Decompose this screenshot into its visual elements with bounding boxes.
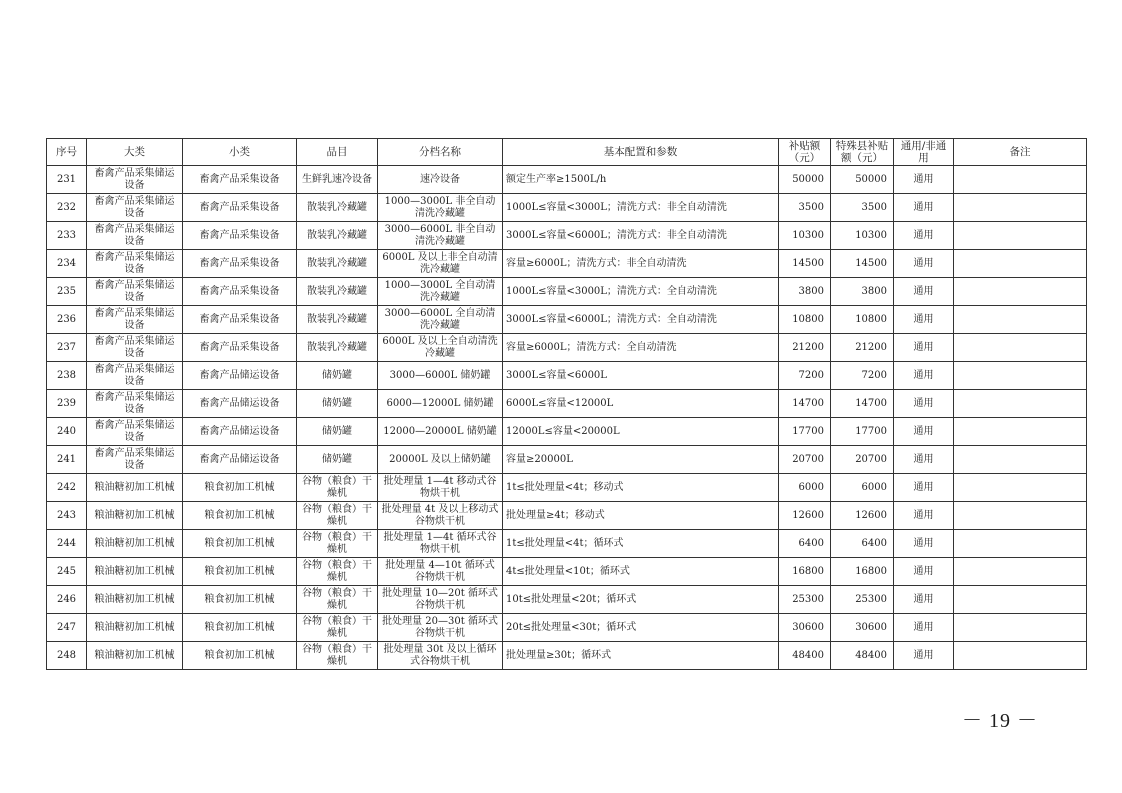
general-flag-cell: 通用 <box>894 278 954 306</box>
category-cell: 粮油糖初加工机械 <box>87 642 183 670</box>
item-cell: 谷物（粮食）干燥机 <box>297 642 378 670</box>
category-cell: 畜禽产品采集储运设备 <box>87 306 183 334</box>
grade-name-cell: 6000—12000L 储奶罐 <box>378 390 503 418</box>
subcategory-cell: 畜禽产品采集设备 <box>183 222 297 250</box>
category-cell: 畜禽产品采集储运设备 <box>87 446 183 474</box>
item-cell: 储奶罐 <box>297 418 378 446</box>
general-flag-cell: 通用 <box>894 474 954 502</box>
page-number: － 19 － <box>962 710 1038 732</box>
general-flag-cell: 通用 <box>894 166 954 194</box>
subsidy-amount-cell: 3800 <box>779 278 831 306</box>
col-special-subsidy-header: 特殊县补贴额（元） <box>831 139 894 166</box>
item-cell: 储奶罐 <box>297 390 378 418</box>
category-cell: 粮油糖初加工机械 <box>87 502 183 530</box>
remark-cell <box>954 418 1087 446</box>
col-subcategory-header: 小类 <box>183 139 297 166</box>
subsidy-amount-cell: 21200 <box>779 334 831 362</box>
table-row <box>47 502 1087 530</box>
grade-name-cell: 3000—6000L 非全自动清洗冷藏罐 <box>378 222 503 250</box>
remark-cell <box>954 614 1087 642</box>
special-subsidy-amount-cell: 20700 <box>831 446 894 474</box>
row-index-cell: 238 <box>47 362 87 390</box>
subsidy-table-container <box>46 138 1086 670</box>
subsidy-amount-cell: 30600 <box>779 614 831 642</box>
special-subsidy-amount-cell: 14700 <box>831 390 894 418</box>
general-flag-cell: 通用 <box>894 446 954 474</box>
subsidy-amount-cell: 10300 <box>779 222 831 250</box>
remark-cell <box>954 250 1087 278</box>
general-flag-cell: 通用 <box>894 558 954 586</box>
table-row <box>47 222 1087 250</box>
special-subsidy-amount-cell: 50000 <box>831 166 894 194</box>
table-row <box>47 418 1087 446</box>
subcategory-cell: 粮食初加工机械 <box>183 558 297 586</box>
category-cell: 粮油糖初加工机械 <box>87 474 183 502</box>
row-index-cell: 243 <box>47 502 87 530</box>
item-cell: 散装乳冷藏罐 <box>297 250 378 278</box>
table-row <box>47 614 1087 642</box>
special-subsidy-amount-cell: 21200 <box>831 334 894 362</box>
table-row <box>47 558 1087 586</box>
item-cell: 储奶罐 <box>297 362 378 390</box>
remark-cell <box>954 558 1087 586</box>
col-general-header: 通用/非通用 <box>894 139 954 166</box>
config-cell: 6000L≤容量<12000L <box>503 390 779 418</box>
subsidy-amount-cell: 12600 <box>779 502 831 530</box>
col-index-header: 序号 <box>47 139 87 166</box>
subcategory-cell: 粮食初加工机械 <box>183 586 297 614</box>
row-index-cell: 240 <box>47 418 87 446</box>
config-cell: 4t≤批处理量<10t；循环式 <box>503 558 779 586</box>
general-flag-cell: 通用 <box>894 502 954 530</box>
col-grade-name-header: 分档名称 <box>378 139 503 166</box>
general-flag-cell: 通用 <box>894 418 954 446</box>
config-cell: 20t≤批处理量<30t；循环式 <box>503 614 779 642</box>
grade-name-cell: 批处理量 4t 及以上移动式谷物烘干机 <box>378 502 503 530</box>
table-row <box>47 642 1087 670</box>
special-subsidy-amount-cell: 17700 <box>831 418 894 446</box>
remark-cell <box>954 502 1087 530</box>
category-cell: 畜禽产品采集储运设备 <box>87 278 183 306</box>
category-cell: 粮油糖初加工机械 <box>87 558 183 586</box>
item-cell: 散装乳冷藏罐 <box>297 334 378 362</box>
subcategory-cell: 畜禽产品采集设备 <box>183 334 297 362</box>
general-flag-cell: 通用 <box>894 194 954 222</box>
category-cell: 畜禽产品采集储运设备 <box>87 362 183 390</box>
table-row <box>47 166 1087 194</box>
item-cell: 谷物（粮食）干燥机 <box>297 614 378 642</box>
subsidy-amount-cell: 14700 <box>779 390 831 418</box>
subcategory-cell: 畜禽产品储运设备 <box>183 390 297 418</box>
special-subsidy-amount-cell: 3500 <box>831 194 894 222</box>
grade-name-cell: 6000L 及以上全自动清洗冷藏罐 <box>378 334 503 362</box>
subcategory-cell: 畜禽产品采集设备 <box>183 278 297 306</box>
subcategory-cell: 粮食初加工机械 <box>183 530 297 558</box>
general-flag-cell: 通用 <box>894 614 954 642</box>
general-flag-cell: 通用 <box>894 586 954 614</box>
category-cell: 畜禽产品采集储运设备 <box>87 390 183 418</box>
grade-name-cell: 20000L 及以上储奶罐 <box>378 446 503 474</box>
subcategory-cell: 畜禽产品采集设备 <box>183 194 297 222</box>
subsidy-table <box>46 138 1087 670</box>
grade-name-cell: 批处理量 1—4t 循环式谷物烘干机 <box>378 530 503 558</box>
special-subsidy-amount-cell: 25300 <box>831 586 894 614</box>
row-index-cell: 234 <box>47 250 87 278</box>
subsidy-amount-cell: 25300 <box>779 586 831 614</box>
grade-name-cell: 3000—6000L 全自动清洗冷藏罐 <box>378 306 503 334</box>
category-cell: 畜禽产品采集储运设备 <box>87 250 183 278</box>
special-subsidy-amount-cell: 48400 <box>831 642 894 670</box>
row-index-cell: 236 <box>47 306 87 334</box>
grade-name-cell: 批处理量 4—10t 循环式谷物烘干机 <box>378 558 503 586</box>
col-config-header: 基本配置和参数 <box>503 139 779 166</box>
remark-cell <box>954 222 1087 250</box>
category-cell: 畜禽产品采集储运设备 <box>87 418 183 446</box>
item-cell: 散装乳冷藏罐 <box>297 278 378 306</box>
item-cell: 谷物（粮食）干燥机 <box>297 474 378 502</box>
row-index-cell: 248 <box>47 642 87 670</box>
subcategory-cell: 粮食初加工机械 <box>183 642 297 670</box>
table-row <box>47 278 1087 306</box>
subcategory-cell: 粮食初加工机械 <box>183 474 297 502</box>
config-cell: 12000L≤容量<20000L <box>503 418 779 446</box>
general-flag-cell: 通用 <box>894 334 954 362</box>
subsidy-amount-cell: 48400 <box>779 642 831 670</box>
remark-cell <box>954 166 1087 194</box>
row-index-cell: 247 <box>47 614 87 642</box>
remark-cell <box>954 446 1087 474</box>
general-flag-cell: 通用 <box>894 530 954 558</box>
special-subsidy-amount-cell: 30600 <box>831 614 894 642</box>
config-cell: 批处理量≥4t；移动式 <box>503 502 779 530</box>
subcategory-cell: 粮食初加工机械 <box>183 614 297 642</box>
grade-name-cell: 12000—20000L 储奶罐 <box>378 418 503 446</box>
remark-cell <box>954 586 1087 614</box>
item-cell: 散装乳冷藏罐 <box>297 306 378 334</box>
remark-cell <box>954 390 1087 418</box>
remark-cell <box>954 306 1087 334</box>
general-flag-cell: 通用 <box>894 250 954 278</box>
table-row <box>47 586 1087 614</box>
subsidy-amount-cell: 14500 <box>779 250 831 278</box>
config-cell: 3000L≤容量<6000L；清洗方式：非全自动清洗 <box>503 222 779 250</box>
table-row <box>47 250 1087 278</box>
subsidy-amount-cell: 16800 <box>779 558 831 586</box>
config-cell: 1000L≤容量<3000L；清洗方式：非全自动清洗 <box>503 194 779 222</box>
general-flag-cell: 通用 <box>894 222 954 250</box>
row-index-cell: 242 <box>47 474 87 502</box>
col-remark-header: 备注 <box>954 139 1087 166</box>
config-cell: 1t≤批处理量<4t；循环式 <box>503 530 779 558</box>
col-item-header: 品目 <box>297 139 378 166</box>
row-index-cell: 231 <box>47 166 87 194</box>
remark-cell <box>954 642 1087 670</box>
remark-cell <box>954 530 1087 558</box>
item-cell: 谷物（粮食）干燥机 <box>297 530 378 558</box>
table-row <box>47 446 1087 474</box>
remark-cell <box>954 362 1087 390</box>
remark-cell <box>954 194 1087 222</box>
subsidy-amount-cell: 10800 <box>779 306 831 334</box>
special-subsidy-amount-cell: 6000 <box>831 474 894 502</box>
row-index-cell: 232 <box>47 194 87 222</box>
config-cell: 3000L≤容量<6000L <box>503 362 779 390</box>
subsidy-amount-cell: 50000 <box>779 166 831 194</box>
grade-name-cell: 速冷设备 <box>378 166 503 194</box>
category-cell: 畜禽产品采集储运设备 <box>87 334 183 362</box>
table-row <box>47 474 1087 502</box>
config-cell: 10t≤批处理量<20t；循环式 <box>503 586 779 614</box>
category-cell: 畜禽产品采集储运设备 <box>87 194 183 222</box>
item-cell: 储奶罐 <box>297 446 378 474</box>
config-cell: 1000L≤容量<3000L；清洗方式：全自动清洗 <box>503 278 779 306</box>
config-cell: 容量≥20000L <box>503 446 779 474</box>
row-index-cell: 246 <box>47 586 87 614</box>
grade-name-cell: 批处理量 10—20t 循环式谷物烘干机 <box>378 586 503 614</box>
config-cell: 容量≥6000L；清洗方式：非全自动清洗 <box>503 250 779 278</box>
remark-cell <box>954 334 1087 362</box>
grade-name-cell: 3000—6000L 储奶罐 <box>378 362 503 390</box>
col-category-header: 大类 <box>87 139 183 166</box>
general-flag-cell: 通用 <box>894 642 954 670</box>
config-cell: 批处理量≥30t；循环式 <box>503 642 779 670</box>
special-subsidy-amount-cell: 12600 <box>831 502 894 530</box>
table-row <box>47 530 1087 558</box>
special-subsidy-amount-cell: 3800 <box>831 278 894 306</box>
row-index-cell: 239 <box>47 390 87 418</box>
category-cell: 粮油糖初加工机械 <box>87 614 183 642</box>
remark-cell <box>954 278 1087 306</box>
col-subsidy-header: 补贴额（元） <box>779 139 831 166</box>
remark-cell <box>954 474 1087 502</box>
subcategory-cell: 畜禽产品储运设备 <box>183 362 297 390</box>
row-index-cell: 235 <box>47 278 87 306</box>
special-subsidy-amount-cell: 7200 <box>831 362 894 390</box>
category-cell: 畜禽产品采集储运设备 <box>87 222 183 250</box>
item-cell: 谷物（粮食）干燥机 <box>297 502 378 530</box>
category-cell: 畜禽产品采集储运设备 <box>87 166 183 194</box>
special-subsidy-amount-cell: 10800 <box>831 306 894 334</box>
grade-name-cell: 批处理量 1—4t 移动式谷物烘干机 <box>378 474 503 502</box>
table-row <box>47 334 1087 362</box>
special-subsidy-amount-cell: 16800 <box>831 558 894 586</box>
config-cell: 额定生产率≥1500L/h <box>503 166 779 194</box>
category-cell: 粮油糖初加工机械 <box>87 530 183 558</box>
subcategory-cell: 畜禽产品采集设备 <box>183 250 297 278</box>
subsidy-amount-cell: 6000 <box>779 474 831 502</box>
item-cell: 散装乳冷藏罐 <box>297 222 378 250</box>
subsidy-amount-cell: 6400 <box>779 530 831 558</box>
subsidy-amount-cell: 17700 <box>779 418 831 446</box>
config-cell: 容量≥6000L；清洗方式：全自动清洗 <box>503 334 779 362</box>
table-row <box>47 390 1087 418</box>
subcategory-cell: 粮食初加工机械 <box>183 502 297 530</box>
grade-name-cell: 6000L 及以上非全自动清洗冷藏罐 <box>378 250 503 278</box>
table-body <box>47 166 1087 670</box>
table-row <box>47 306 1087 334</box>
special-subsidy-amount-cell: 10300 <box>831 222 894 250</box>
row-index-cell: 237 <box>47 334 87 362</box>
config-cell: 1t≤批处理量<4t；移动式 <box>503 474 779 502</box>
table-row <box>47 194 1087 222</box>
row-index-cell: 244 <box>47 530 87 558</box>
subsidy-amount-cell: 20700 <box>779 446 831 474</box>
special-subsidy-amount-cell: 14500 <box>831 250 894 278</box>
item-cell: 谷物（粮食）干燥机 <box>297 586 378 614</box>
item-cell: 谷物（粮食）干燥机 <box>297 558 378 586</box>
config-cell: 3000L≤容量<6000L；清洗方式：全自动清洗 <box>503 306 779 334</box>
subcategory-cell: 畜禽产品储运设备 <box>183 418 297 446</box>
special-subsidy-amount-cell: 6400 <box>831 530 894 558</box>
category-cell: 粮油糖初加工机械 <box>87 586 183 614</box>
general-flag-cell: 通用 <box>894 362 954 390</box>
grade-name-cell: 批处理量 20—30t 循环式谷物烘干机 <box>378 614 503 642</box>
grade-name-cell: 1000—3000L 全自动清洗冷藏罐 <box>378 278 503 306</box>
grade-name-cell: 批处理量 30t 及以上循环式谷物烘干机 <box>378 642 503 670</box>
subcategory-cell: 畜禽产品采集设备 <box>183 306 297 334</box>
row-index-cell: 233 <box>47 222 87 250</box>
general-flag-cell: 通用 <box>894 306 954 334</box>
item-cell: 生鲜乳速冷设备 <box>297 166 378 194</box>
row-index-cell: 245 <box>47 558 87 586</box>
row-index-cell: 241 <box>47 446 87 474</box>
table-header-row <box>47 139 1087 166</box>
item-cell: 散装乳冷藏罐 <box>297 194 378 222</box>
subcategory-cell: 畜禽产品储运设备 <box>183 446 297 474</box>
subsidy-amount-cell: 7200 <box>779 362 831 390</box>
subcategory-cell: 畜禽产品采集设备 <box>183 166 297 194</box>
subsidy-amount-cell: 3500 <box>779 194 831 222</box>
table-row <box>47 362 1087 390</box>
grade-name-cell: 1000—3000L 非全自动清洗冷藏罐 <box>378 194 503 222</box>
general-flag-cell: 通用 <box>894 390 954 418</box>
